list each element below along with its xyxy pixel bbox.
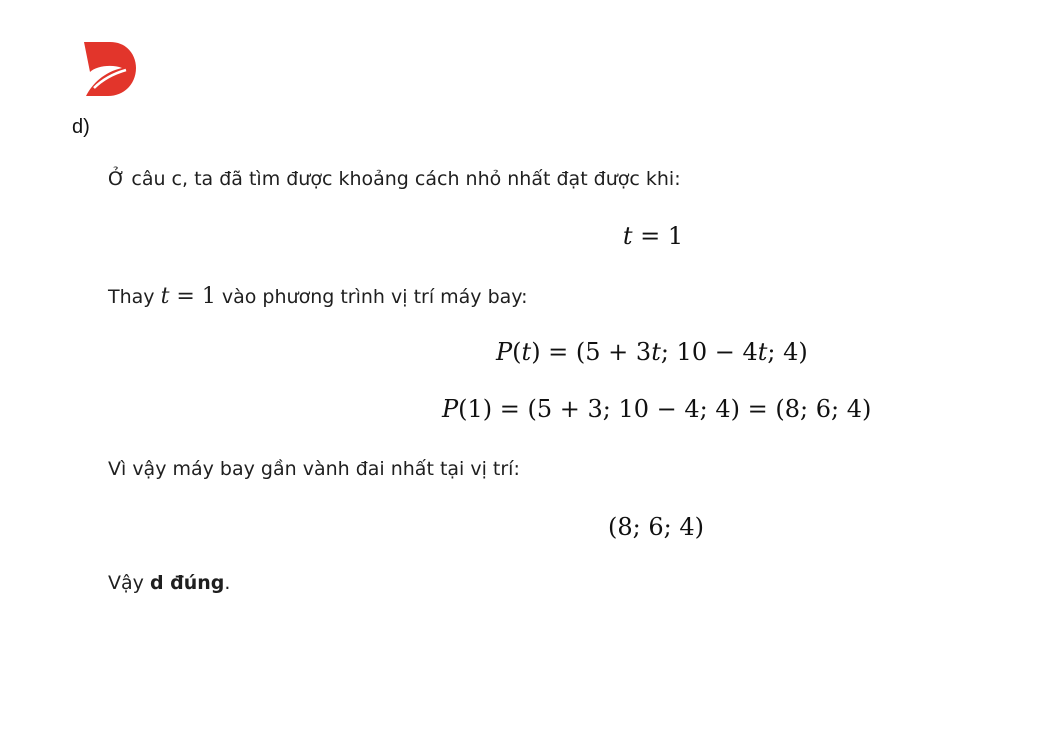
equation-position-function: P(t) = (5 + 3t; 10 − 4t; 4)	[496, 338, 808, 366]
intro-text: Ở câu c, ta đã tìm được khoảng cách nhỏ nhất đạt được khi:	[108, 168, 681, 190]
conclusion-text: Vậy d đúng.	[108, 572, 231, 594]
equation-position-at-1: P(1) = (5 + 3; 10 − 4; 4) = (8; 6; 4)	[442, 395, 872, 423]
result-intro-text: Vì vậy máy bay gần vành đai nhất tại vị trí:	[108, 458, 520, 480]
brand-logo-icon	[82, 40, 138, 98]
equation-t: t = 1	[622, 222, 684, 250]
result-point: (8; 6; 4)	[608, 513, 704, 541]
substitute-text: Thay t = 1 vào phương trình vị trí máy bay:	[108, 284, 528, 309]
part-label: d)	[72, 116, 90, 138]
